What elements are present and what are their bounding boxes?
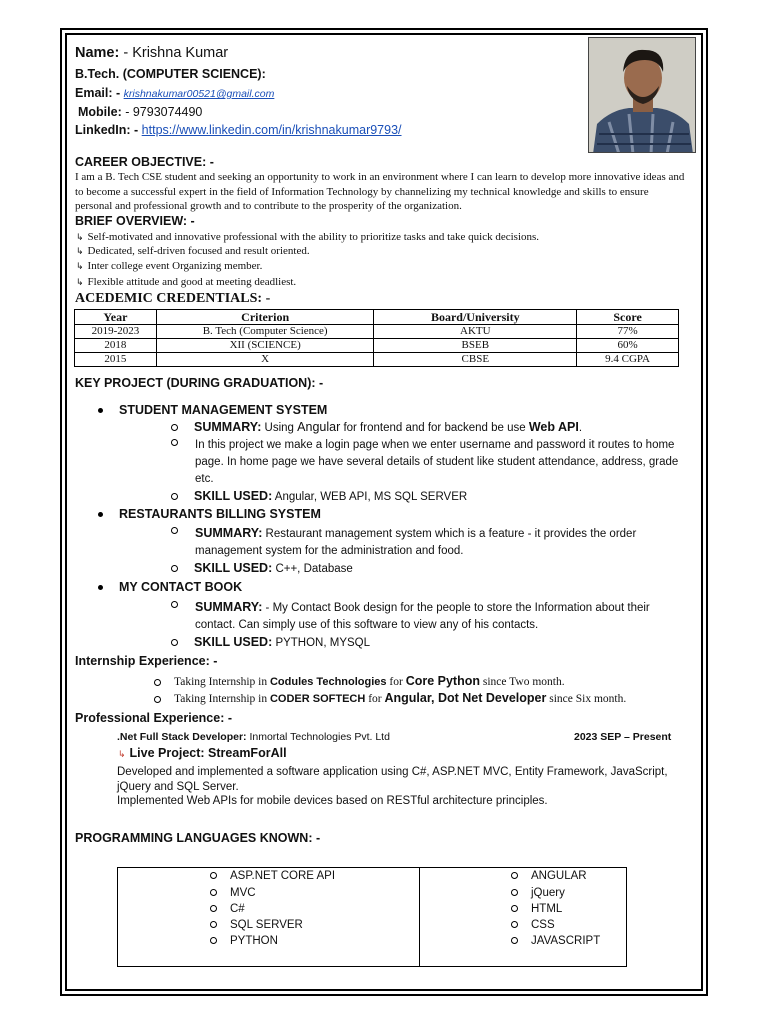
table-cell: 2018 xyxy=(75,339,157,353)
email-sep: - xyxy=(112,86,124,100)
project-1-summary xyxy=(171,420,582,434)
overview-item-text: Inter college event Organizing member. xyxy=(87,260,263,272)
summary-emph: Web API xyxy=(528,420,579,434)
summary-text: - My Contact Book design for the people to store the Information about their contact. Can simply use of this software to view any of his contacts. xyxy=(195,602,650,631)
linkedin-sep: - xyxy=(130,123,142,137)
language-name: ANGULAR xyxy=(531,870,587,882)
circle-bullet-icon xyxy=(171,437,194,449)
overview-item-text: Flexible attitude and good at meeting deadliest. xyxy=(87,276,297,288)
table-cell: X xyxy=(156,353,374,367)
language-name: JAVASCRIPT xyxy=(531,935,601,947)
overview-item xyxy=(76,245,310,257)
language-name: jQuery xyxy=(531,887,565,899)
linkedin-label: LinkedIn: xyxy=(75,123,131,137)
email-label: Email: xyxy=(75,86,113,100)
profile-photo-image xyxy=(589,38,696,153)
table-cell: 2019-2023 xyxy=(75,325,157,339)
skill-value: Angular, WEB API, MS SQL SERVER xyxy=(272,491,468,503)
internship-company: Codules Technologies xyxy=(269,676,387,688)
table-cell: 77% xyxy=(577,325,679,339)
language-name: C# xyxy=(230,903,245,915)
circle-bullet-icon xyxy=(511,889,518,896)
professional-desc: Developed and implemented a software application using C#, ASP.NET MVC, Entity Framework, JavaScript, jQuery and SQL Server. xyxy=(117,766,668,793)
circle-bullet-icon xyxy=(511,937,518,944)
name-value: - Krishna Kumar xyxy=(119,45,229,61)
skill-label: SKILL USED: xyxy=(194,635,273,649)
language-name: HTML xyxy=(531,903,563,915)
project-1-skill xyxy=(171,489,467,503)
professional-period: 2023 SEP – Present xyxy=(574,731,672,743)
overview-item xyxy=(76,231,539,243)
table-cell: B. Tech (Computer Science) xyxy=(156,325,374,339)
linkedin-line xyxy=(75,123,402,137)
internship-text: Taking Internship in xyxy=(174,693,270,705)
language-name: MVC xyxy=(230,887,256,899)
project-1-name: STUDENT MANAGEMENT SYSTEM xyxy=(119,403,328,417)
project-3-skill xyxy=(171,635,370,649)
circle-bullet-icon xyxy=(171,639,178,646)
project-3-title xyxy=(98,580,242,594)
skill-value: C++, Database xyxy=(272,563,353,575)
name-label: Name: xyxy=(75,45,120,61)
career-title: CAREER OBJECTIVE: - xyxy=(75,155,214,169)
table-cell: 2015 xyxy=(75,353,157,367)
bullet-icon xyxy=(98,408,103,413)
summary-emph: Angular xyxy=(297,420,341,434)
professional-desc: Implemented Web APIs for mobile devices based on RESTful architecture principles. xyxy=(117,795,548,807)
table-row xyxy=(75,353,679,367)
credentials-table xyxy=(74,309,679,367)
circle-bullet-icon xyxy=(210,937,217,944)
arrow-bullet-icon: ↳ xyxy=(76,233,84,243)
table-cell: BSEB xyxy=(374,339,577,353)
internship-text: since Six month. xyxy=(546,693,627,705)
arrow-bullet-icon: ↳ xyxy=(76,278,84,288)
table-header-row xyxy=(75,310,679,325)
mobile-line xyxy=(78,105,202,119)
overview-title: BRIEF OVERVIEW: - xyxy=(75,214,195,228)
language-item xyxy=(210,935,278,947)
languages-title: PROGRAMMING LANGUAGES KNOWN: - xyxy=(75,831,321,845)
internship-text: for xyxy=(386,676,406,688)
circle-bullet-icon xyxy=(210,872,217,879)
internship-text: for xyxy=(365,693,385,705)
circle-bullet-icon xyxy=(171,599,194,611)
internship-role: Angular, Dot Net Developer xyxy=(384,691,547,705)
internship-role: Core Python xyxy=(405,674,480,688)
table-header-cell: Board/University xyxy=(374,310,577,325)
circle-bullet-icon xyxy=(171,525,194,537)
circle-bullet-icon xyxy=(511,872,518,879)
project-2-skill xyxy=(171,561,353,575)
name-line xyxy=(75,45,228,61)
professional-role xyxy=(117,731,390,743)
circle-bullet-icon xyxy=(154,696,161,703)
career-text: I am a B. Tech CSE student and seeking an opportunity to work in an environment where I can learn to develop more innovative ideas and to become a successful expert in the field of Information Technology by channelizing my technical knowledge and skills to ensure personal and professional growth and to contribute to the prosperity of the organization. xyxy=(75,171,685,212)
skill-label: SKILL USED: xyxy=(194,561,273,575)
email-link[interactable]: krishnakumar00521@gmail.com xyxy=(123,88,275,100)
language-item xyxy=(210,919,303,931)
language-item xyxy=(511,870,587,882)
language-name: PYTHON xyxy=(230,935,278,947)
circle-bullet-icon xyxy=(171,565,178,572)
mobile-label: Mobile: xyxy=(78,105,122,119)
project-1-detail: In this project we make a login page when we enter username and password it routes to home page. In home page we have several details of student like student attendance, address, grade etc. xyxy=(195,439,679,485)
internship-item xyxy=(154,691,626,705)
role-company: Inmortal Technologies Pvt. Ltd xyxy=(246,731,390,743)
overview-item xyxy=(76,260,262,272)
internship-item xyxy=(154,674,565,688)
mobile-value: - 9793074490 xyxy=(121,105,203,119)
internship-title: Internship Experience: - xyxy=(75,654,218,668)
project-3-summary xyxy=(195,599,685,634)
summary-text: Using xyxy=(261,422,298,434)
language-name: CSS xyxy=(531,919,555,931)
project-2-name: RESTAURANTS BILLING SYSTEM xyxy=(119,507,321,521)
overview-item xyxy=(76,276,296,288)
bullet-icon xyxy=(98,585,103,590)
table-cell: 9.4 CGPA xyxy=(577,353,679,367)
skill-value: PYTHON, MYSQL xyxy=(272,637,371,649)
profile-photo xyxy=(588,37,696,153)
table-cell: AKTU xyxy=(374,325,577,339)
overview-item-text: Dedicated, self-driven focused and result oriented. xyxy=(87,245,310,257)
linkedin-link[interactable]: https://www.linkedin.com/in/krishnakumar9793/ xyxy=(141,123,402,137)
language-name: SQL SERVER xyxy=(230,919,303,931)
circle-bullet-icon xyxy=(511,921,518,928)
circle-bullet-icon xyxy=(511,905,518,912)
project-2-title xyxy=(98,507,321,521)
language-item xyxy=(511,919,555,931)
language-item xyxy=(210,870,335,882)
project-3-name: MY CONTACT BOOK xyxy=(119,580,243,594)
live-project xyxy=(118,746,287,760)
circle-bullet-icon xyxy=(171,424,178,431)
language-item xyxy=(210,887,256,899)
circle-bullet-icon xyxy=(154,679,161,686)
circle-bullet-icon xyxy=(171,493,178,500)
table-cell: CBSE xyxy=(374,353,577,367)
table-header-cell: Year xyxy=(75,310,157,325)
internship-text: Taking Internship in xyxy=(174,676,270,688)
live-project-name: Live Project: StreamForAll xyxy=(129,746,287,760)
table-row xyxy=(75,325,679,339)
languages-divider xyxy=(419,868,420,966)
skill-label: SKILL USED: xyxy=(194,489,273,503)
table-header-cell: Score xyxy=(577,310,679,325)
languages-box xyxy=(117,867,627,967)
table-cell: XII (SCIENCE) xyxy=(156,339,374,353)
professional-title: Professional Experience: - xyxy=(75,711,233,725)
table-row xyxy=(75,339,679,353)
bullet-icon xyxy=(98,512,103,517)
language-item xyxy=(511,935,600,947)
summary-label: SUMMARY: xyxy=(195,526,263,540)
degree: B.Tech. (COMPUTER SCIENCE): xyxy=(75,67,266,81)
internship-text: since Two month. xyxy=(480,676,565,688)
summary-text: for frontend and for backend be use xyxy=(340,422,529,434)
language-item xyxy=(511,887,565,899)
summary-text: . xyxy=(578,422,583,434)
circle-bullet-icon xyxy=(210,921,217,928)
language-item xyxy=(210,903,245,915)
internship-company: CODER SOFTECH xyxy=(269,693,366,705)
summary-text: Restaurant management system which is a feature - it provides the order management system for the administration and food. xyxy=(195,528,637,557)
email-line xyxy=(75,86,274,100)
language-name: ASP.NET CORE API xyxy=(230,870,336,882)
circle-bullet-icon xyxy=(210,889,217,896)
table-cell: 60% xyxy=(577,339,679,353)
circle-bullet-icon xyxy=(210,905,217,912)
table-header-cell: Criterion xyxy=(156,310,374,325)
arrow-bullet-icon: ↳ xyxy=(118,750,126,760)
overview-item-text: Self-motivated and innovative professional with the ability to prioritize tasks and take quick decisions. xyxy=(87,231,540,243)
role-label: .Net Full Stack Developer: xyxy=(117,731,247,743)
arrow-bullet-icon: ↳ xyxy=(76,262,84,272)
arrow-bullet-icon: ↳ xyxy=(76,247,84,257)
project-1-title xyxy=(98,403,327,417)
summary-label: SUMMARY: xyxy=(195,600,263,614)
project-2-summary xyxy=(195,525,675,560)
language-item xyxy=(511,903,562,915)
credentials-title: ACEDEMIC CREDENTIALS: - xyxy=(75,291,271,306)
projects-title: KEY PROJECT (DURING GRADUATION): - xyxy=(75,376,324,390)
summary-label: SUMMARY: xyxy=(194,420,262,434)
